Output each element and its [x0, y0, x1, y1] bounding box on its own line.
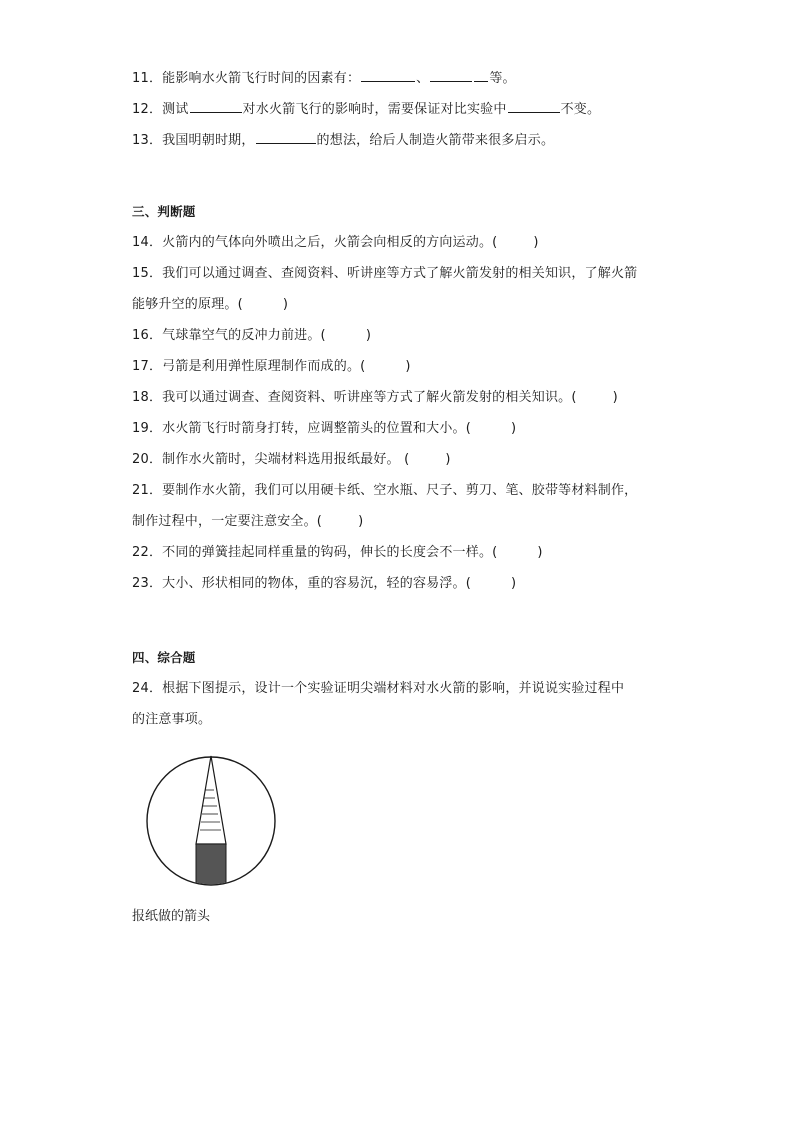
question-18 — [132, 389, 618, 407]
q23-text: 23．大小、形状相同的物体，重的容易沉，轻的容易浮。( — [132, 576, 472, 591]
q11-text: 11．能影响水火箭飞行时间的因素有： — [132, 71, 361, 86]
question-20 — [132, 451, 451, 469]
section-4-title: 四、综合题 — [132, 650, 196, 665]
newspaper-nose-cone-figure — [144, 750, 278, 892]
q11-end: 等。 — [489, 71, 516, 86]
q12-text: 12．测试 — [132, 102, 189, 117]
q12-blank-1[interactable] — [190, 98, 242, 113]
question-24-line-1: 24．根据下图提示，设计一个实验证明尖端材料对水火箭的影响，并说说实验过程中 — [132, 681, 625, 696]
q16-text: 16．气球靠空气的反冲力前进。( — [132, 328, 326, 343]
q11-blank-1[interactable] — [361, 67, 415, 82]
q20-text: 20．制作水火箭时，尖端材料选用报纸最好。 ( — [132, 452, 410, 467]
question-21-line-2 — [132, 513, 363, 531]
q14-close-paren: ) — [533, 235, 539, 250]
q18-text: 18．我可以通过调查、查阅资料、听讲座等方式了解火箭发射的相关知识。( — [132, 390, 577, 405]
q16-close-paren: ) — [365, 328, 372, 343]
q19-close-paren: ) — [511, 421, 517, 436]
q22-close-paren: ) — [537, 545, 543, 560]
q15-text: 能够升空的原理。( — [132, 297, 243, 312]
question-14 — [132, 234, 539, 252]
q21-close-paren: ) — [358, 514, 364, 529]
question-24-line-2: 的注意事项。 — [132, 712, 212, 727]
question-16 — [132, 327, 371, 345]
q21-text: 制作过程中，一定要注意安全。( — [132, 514, 323, 529]
q11-blank-3[interactable] — [474, 67, 488, 82]
q12-end: 不变。 — [560, 102, 601, 117]
q20-close-paren: ) — [445, 452, 451, 467]
question-17 — [132, 358, 411, 376]
question-22 — [132, 544, 543, 562]
q18-close-paren: ) — [612, 390, 618, 405]
question-13 — [132, 129, 554, 150]
q13-end: 的想法，给后人制造火箭带来很多启示。 — [316, 133, 555, 148]
q19-text: 19．水火箭飞行时箭身打转，应调整箭头的位置和大小。( — [132, 421, 472, 436]
q12-blank-2[interactable] — [508, 98, 560, 113]
section-3-title: 三、判断题 — [132, 204, 196, 219]
q15-close-paren: ) — [282, 297, 289, 312]
q17-close-paren: ) — [405, 359, 411, 374]
figure-caption: 报纸做的箭头 — [132, 909, 211, 924]
q11-blank-2[interactable] — [430, 67, 472, 82]
q14-text: 14．火箭内的气体向外喷出之后，火箭会向相反的方向运动。( — [132, 235, 498, 250]
q11-separator: 、 — [416, 71, 430, 86]
q13-blank[interactable] — [256, 129, 316, 144]
question-15-line-2 — [132, 296, 288, 314]
question-23 — [132, 575, 516, 593]
question-19 — [132, 420, 516, 438]
q17-text: 17．弓箭是利用弹性原理制作而成的。( — [132, 359, 366, 374]
q22-text: 22．不同的弹簧挂起同样重量的钩码，伸长的长度会不一样。( — [132, 545, 498, 560]
question-15-line-1: 15．我们可以通过调查、查阅资料、听讲座等方式了解火箭发射的相关知识，了解火箭 — [132, 266, 638, 281]
q12-middle: 对水火箭飞行的影响时，需要保证对比实验中 — [242, 102, 507, 117]
q13-text: 13．我国明朝时期， — [132, 133, 255, 148]
question-11 — [132, 67, 516, 88]
q23-close-paren: ) — [511, 576, 517, 591]
question-21-line-1: 21．要制作水火箭，我们可以用硬卡纸、空水瓶、尺子、剪刀、笔、胶带等材料制作， — [132, 483, 638, 498]
question-12 — [132, 98, 600, 119]
